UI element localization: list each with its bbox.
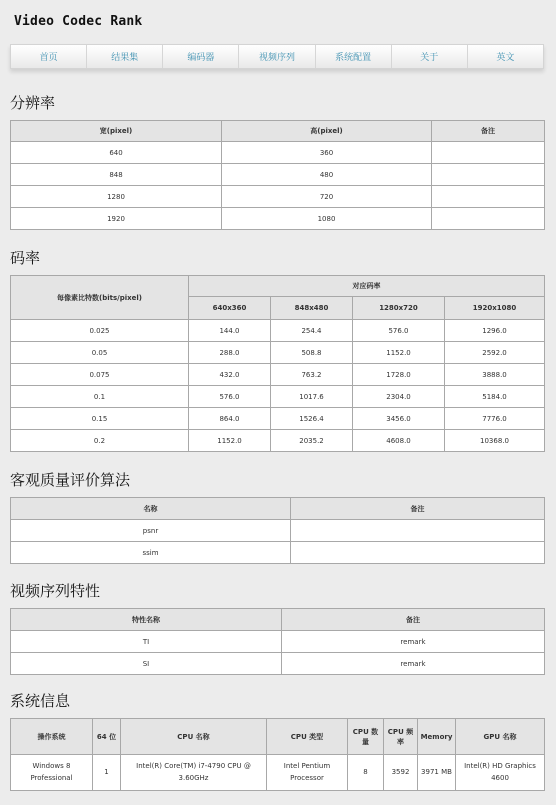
table-cell: 1017.6 <box>271 386 353 408</box>
nav-system-config[interactable]: 系统配置 <box>316 45 392 68</box>
column-header: 特性名称 <box>11 609 282 631</box>
table-row <box>11 408 545 430</box>
table-cell <box>432 208 545 230</box>
table-row <box>11 542 545 564</box>
column-header: CPU 数量 <box>348 719 384 755</box>
table-cell: remark <box>282 653 545 675</box>
table-cell: 1280 <box>11 186 222 208</box>
nav-results[interactable]: 结果集 <box>87 45 163 68</box>
table-cell: Intel(R) Core(TM) i7-4790 CPU @ 3.60GHz <box>121 755 267 791</box>
site-title: Video Codec Rank <box>14 14 143 29</box>
table-cell: 288.0 <box>189 342 271 364</box>
table-cell: 508.8 <box>271 342 353 364</box>
table-cell: 0.1 <box>11 386 189 408</box>
table-cell: 3592 <box>384 755 418 791</box>
table-cell: 0.15 <box>11 408 189 430</box>
table-cell: 1920 <box>11 208 222 230</box>
table-cell: 10368.0 <box>445 430 545 452</box>
table-cell <box>432 142 545 164</box>
nav-video-sequences[interactable]: 视频序列 <box>239 45 315 68</box>
table-row <box>11 208 545 230</box>
column-header: 宽(pixel) <box>11 121 222 142</box>
column-header: Memory <box>418 719 456 755</box>
sequence-title: 视频序列特性 <box>10 582 101 600</box>
system-title: 系统信息 <box>10 692 71 710</box>
table-header-row <box>11 498 545 520</box>
table-header-row <box>11 719 545 755</box>
table-cell: 720 <box>222 186 432 208</box>
group-header: 对应码率 <box>189 276 545 297</box>
table-cell: 0.075 <box>11 364 189 386</box>
table-cell: 144.0 <box>189 320 271 342</box>
column-header: CPU 类型 <box>267 719 348 755</box>
nav-home[interactable]: 首页 <box>11 45 87 68</box>
table-cell: 2592.0 <box>445 342 545 364</box>
table-cell: 864.0 <box>189 408 271 430</box>
table-cell: 1526.4 <box>271 408 353 430</box>
table-cell: 3888.0 <box>445 364 545 386</box>
table-cell: 1 <box>93 755 121 791</box>
column-header: GPU 名称 <box>456 719 545 755</box>
table-header-row <box>11 276 545 297</box>
column-header: 备注 <box>432 121 545 142</box>
column-header: 备注 <box>282 609 545 631</box>
table-row <box>11 755 545 791</box>
nav-encoders[interactable]: 编码器 <box>163 45 239 68</box>
table-row <box>11 342 545 364</box>
table-row <box>11 164 545 186</box>
resolution-title: 分辨率 <box>10 94 56 112</box>
table-cell: 7776.0 <box>445 408 545 430</box>
table-cell: 1152.0 <box>189 430 271 452</box>
table-cell: 576.0 <box>189 386 271 408</box>
nav-about[interactable]: 关于 <box>392 45 468 68</box>
table-cell: TI <box>11 631 282 653</box>
table-row <box>11 386 545 408</box>
table-cell: 576.0 <box>353 320 445 342</box>
table-cell <box>432 186 545 208</box>
bitrate-title: 码率 <box>10 249 41 267</box>
table-cell: Intel Pentium Processor <box>267 755 348 791</box>
nav-english[interactable]: 英文 <box>496 53 515 63</box>
column-header: 1280x720 <box>353 297 445 320</box>
table-cell: 360 <box>222 142 432 164</box>
column-header: CPU 名称 <box>121 719 267 755</box>
table-cell: 3456.0 <box>353 408 445 430</box>
table-cell: 0.2 <box>11 430 189 452</box>
table-cell <box>291 542 545 564</box>
table-cell: Windows 8 Professional <box>11 755 93 791</box>
system-table <box>10 718 545 791</box>
table-cell: 1152.0 <box>353 342 445 364</box>
table-cell: 0.05 <box>11 342 189 364</box>
table-header-row <box>11 121 545 142</box>
table-cell: 2035.2 <box>271 430 353 452</box>
table-cell: Intel(R) HD Graphics 4600 <box>456 755 545 791</box>
table-row <box>11 142 545 164</box>
table-cell: 254.4 <box>271 320 353 342</box>
table-cell: remark <box>282 631 545 653</box>
column-header: 640x360 <box>189 297 271 320</box>
table-cell: 432.0 <box>189 364 271 386</box>
table-row <box>11 653 545 675</box>
column-header: 64 位 <box>93 719 121 755</box>
column-header: 高(pixel) <box>222 121 432 142</box>
table-row <box>11 520 545 542</box>
table-cell: 5184.0 <box>445 386 545 408</box>
table-row <box>11 430 545 452</box>
column-header: 备注 <box>291 498 545 520</box>
column-header: CPU 频率 <box>384 719 418 755</box>
table-cell: psnr <box>11 520 291 542</box>
table-row <box>11 186 545 208</box>
column-header: 操作系统 <box>11 719 93 755</box>
table-cell: 3971 MB <box>418 755 456 791</box>
table-cell: 1296.0 <box>445 320 545 342</box>
column-header: 名称 <box>11 498 291 520</box>
table-cell: 763.2 <box>271 364 353 386</box>
column-header: 1920x1080 <box>445 297 545 320</box>
table-cell: 8 <box>348 755 384 791</box>
table-cell: 4608.0 <box>353 430 445 452</box>
quality-table <box>10 497 545 564</box>
column-header: 848x480 <box>271 297 353 320</box>
sequence-table <box>10 608 545 675</box>
table-cell: SI <box>11 653 282 675</box>
main-nav <box>10 44 544 69</box>
table-cell: 0.025 <box>11 320 189 342</box>
table-header-row <box>11 609 545 631</box>
bitrate-table <box>10 275 545 452</box>
table-cell: 1728.0 <box>353 364 445 386</box>
table-row <box>11 364 545 386</box>
table-cell: 848 <box>11 164 222 186</box>
row-header: 每像素比特数(bits/pixel) <box>11 276 189 320</box>
table-row <box>11 320 545 342</box>
resolution-table <box>10 120 545 230</box>
table-cell: 480 <box>222 164 432 186</box>
table-cell <box>291 520 545 542</box>
table-cell: 2304.0 <box>353 386 445 408</box>
table-row <box>11 631 545 653</box>
table-cell: 1080 <box>222 208 432 230</box>
quality-title: 客观质量评价算法 <box>10 471 131 489</box>
table-cell: 640 <box>11 142 222 164</box>
table-cell: ssim <box>11 542 291 564</box>
table-cell <box>432 164 545 186</box>
